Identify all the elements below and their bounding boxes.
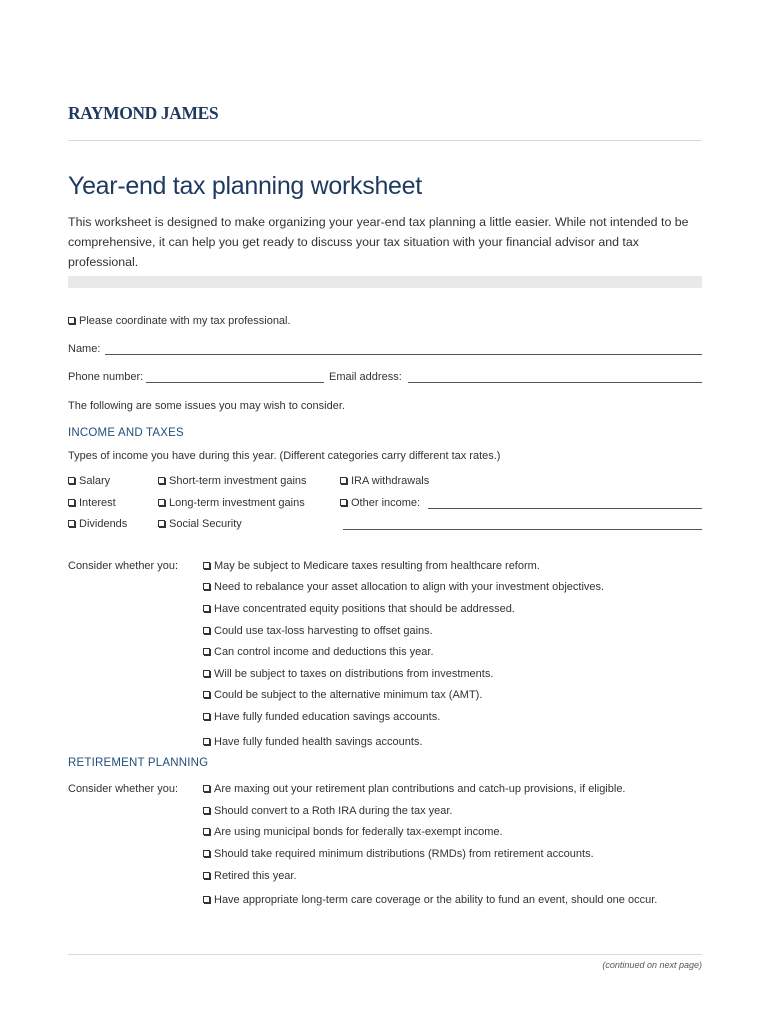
income-heading: INCOME AND TAXES xyxy=(68,427,184,439)
gray-band xyxy=(68,276,702,288)
income-option-social-security[interactable]: Social Security xyxy=(158,518,242,530)
continued-note: (continued on next page) xyxy=(602,960,702,970)
retirement-item[interactable]: Are maxing out your retirement plan contributions and catch-up provisions, if eligible. xyxy=(203,783,626,795)
income-option-long-term[interactable]: Long-term investment gains xyxy=(158,497,305,509)
income-option-other[interactable]: Other income: xyxy=(340,497,420,509)
checkbox[interactable] xyxy=(203,850,210,857)
income-option-ira[interactable]: IRA withdrawals xyxy=(340,475,429,487)
income-option-interest[interactable]: Interest xyxy=(68,497,116,509)
phone-label: Phone number: xyxy=(68,371,144,383)
checkbox[interactable] xyxy=(203,691,210,698)
checkbox[interactable] xyxy=(203,648,210,655)
email-label: Email address: xyxy=(329,371,402,383)
income-option-short-term[interactable]: Short-term investment gains xyxy=(158,475,307,487)
coordinate-checkbox[interactable] xyxy=(68,317,75,324)
checkbox[interactable] xyxy=(203,785,210,792)
checkbox[interactable] xyxy=(203,738,210,745)
checkbox[interactable] xyxy=(203,562,210,569)
coordinate-row[interactable] xyxy=(68,315,291,327)
other-income-field[interactable] xyxy=(428,508,702,509)
checkbox[interactable] xyxy=(203,627,210,634)
header-divider xyxy=(68,140,702,141)
name-label: Name: xyxy=(68,343,101,355)
coordinate-label: Please coordinate with my tax professional. xyxy=(79,315,291,327)
checkbox[interactable] xyxy=(340,477,347,484)
retirement-item[interactable]: Should take required minimum distributions (RMDs) from retirement accounts. xyxy=(203,848,594,860)
income-consider-label: Consider whether you: xyxy=(68,560,179,572)
other-income-field-2[interactable] xyxy=(343,529,702,530)
consider-item[interactable]: Will be subject to taxes on distributions from investments. xyxy=(203,668,493,680)
checkbox[interactable] xyxy=(340,499,347,506)
retirement-item[interactable]: Are using municipal bonds for federally tax-exempt income. xyxy=(203,826,503,838)
retirement-heading: RETIREMENT PLANNING xyxy=(68,757,209,769)
page-title: Year-end tax planning worksheet xyxy=(68,172,422,200)
income-subheading: Types of income you have during this year. (Different categories carry different tax rates.) xyxy=(68,450,501,462)
checkbox[interactable] xyxy=(203,896,210,903)
checkbox[interactable] xyxy=(203,583,210,590)
intro-paragraph: This worksheet is designed to make organizing your year-end tax planning a little easier. While not intended to be comprehensive, it can help you get ready to discuss your tax situation with your financial advisor and tax professional. xyxy=(68,215,689,269)
retirement-item[interactable]: Retired this year. xyxy=(203,870,297,882)
checkbox[interactable] xyxy=(68,499,75,506)
checkbox[interactable] xyxy=(68,477,75,484)
consider-item[interactable]: Can control income and deductions this year. xyxy=(203,646,434,658)
consider-item[interactable]: Have concentrated equity positions that should be addressed. xyxy=(203,603,515,615)
checkbox[interactable] xyxy=(158,499,165,506)
checkbox[interactable] xyxy=(68,520,75,527)
checkbox[interactable] xyxy=(203,605,210,612)
checkbox[interactable] xyxy=(203,713,210,720)
email-field[interactable] xyxy=(408,382,702,383)
retirement-item[interactable]: Should convert to a Roth IRA during the tax year. xyxy=(203,805,452,817)
consider-item[interactable]: Need to rebalance your asset allocation to align with your investment objectives. xyxy=(203,581,604,593)
phone-field[interactable] xyxy=(146,382,324,383)
consider-item[interactable]: Could use tax-loss harvesting to offset gains. xyxy=(203,625,433,637)
checkbox[interactable] xyxy=(203,828,210,835)
checkbox[interactable] xyxy=(158,477,165,484)
income-option-salary[interactable]: Salary xyxy=(68,475,110,487)
retirement-item[interactable]: Have appropriate long-term care coverage or the ability to fund an event, should one occur. xyxy=(203,894,657,906)
consider-item[interactable]: Have fully funded health savings accounts. xyxy=(203,736,423,748)
checkbox[interactable] xyxy=(158,520,165,527)
retirement-consider-label: Consider whether you: xyxy=(68,783,179,795)
footer-divider xyxy=(68,954,702,955)
raymond-james-logo: RAYMOND JAMES xyxy=(68,103,219,123)
checkbox[interactable] xyxy=(203,670,210,677)
checkbox[interactable] xyxy=(203,807,210,814)
consider-item[interactable]: May be subject to Medicare taxes resulting from healthcare reform. xyxy=(203,560,540,572)
consider-item[interactable]: Could be subject to the alternative minimum tax (AMT). xyxy=(203,689,482,701)
checkbox[interactable] xyxy=(203,872,210,879)
income-option-dividends[interactable]: Dividends xyxy=(68,518,127,530)
name-field[interactable] xyxy=(105,354,702,355)
consider-item[interactable]: Have fully funded education savings accounts. xyxy=(203,711,440,723)
issues-intro: The following are some issues you may wish to consider. xyxy=(68,400,345,412)
